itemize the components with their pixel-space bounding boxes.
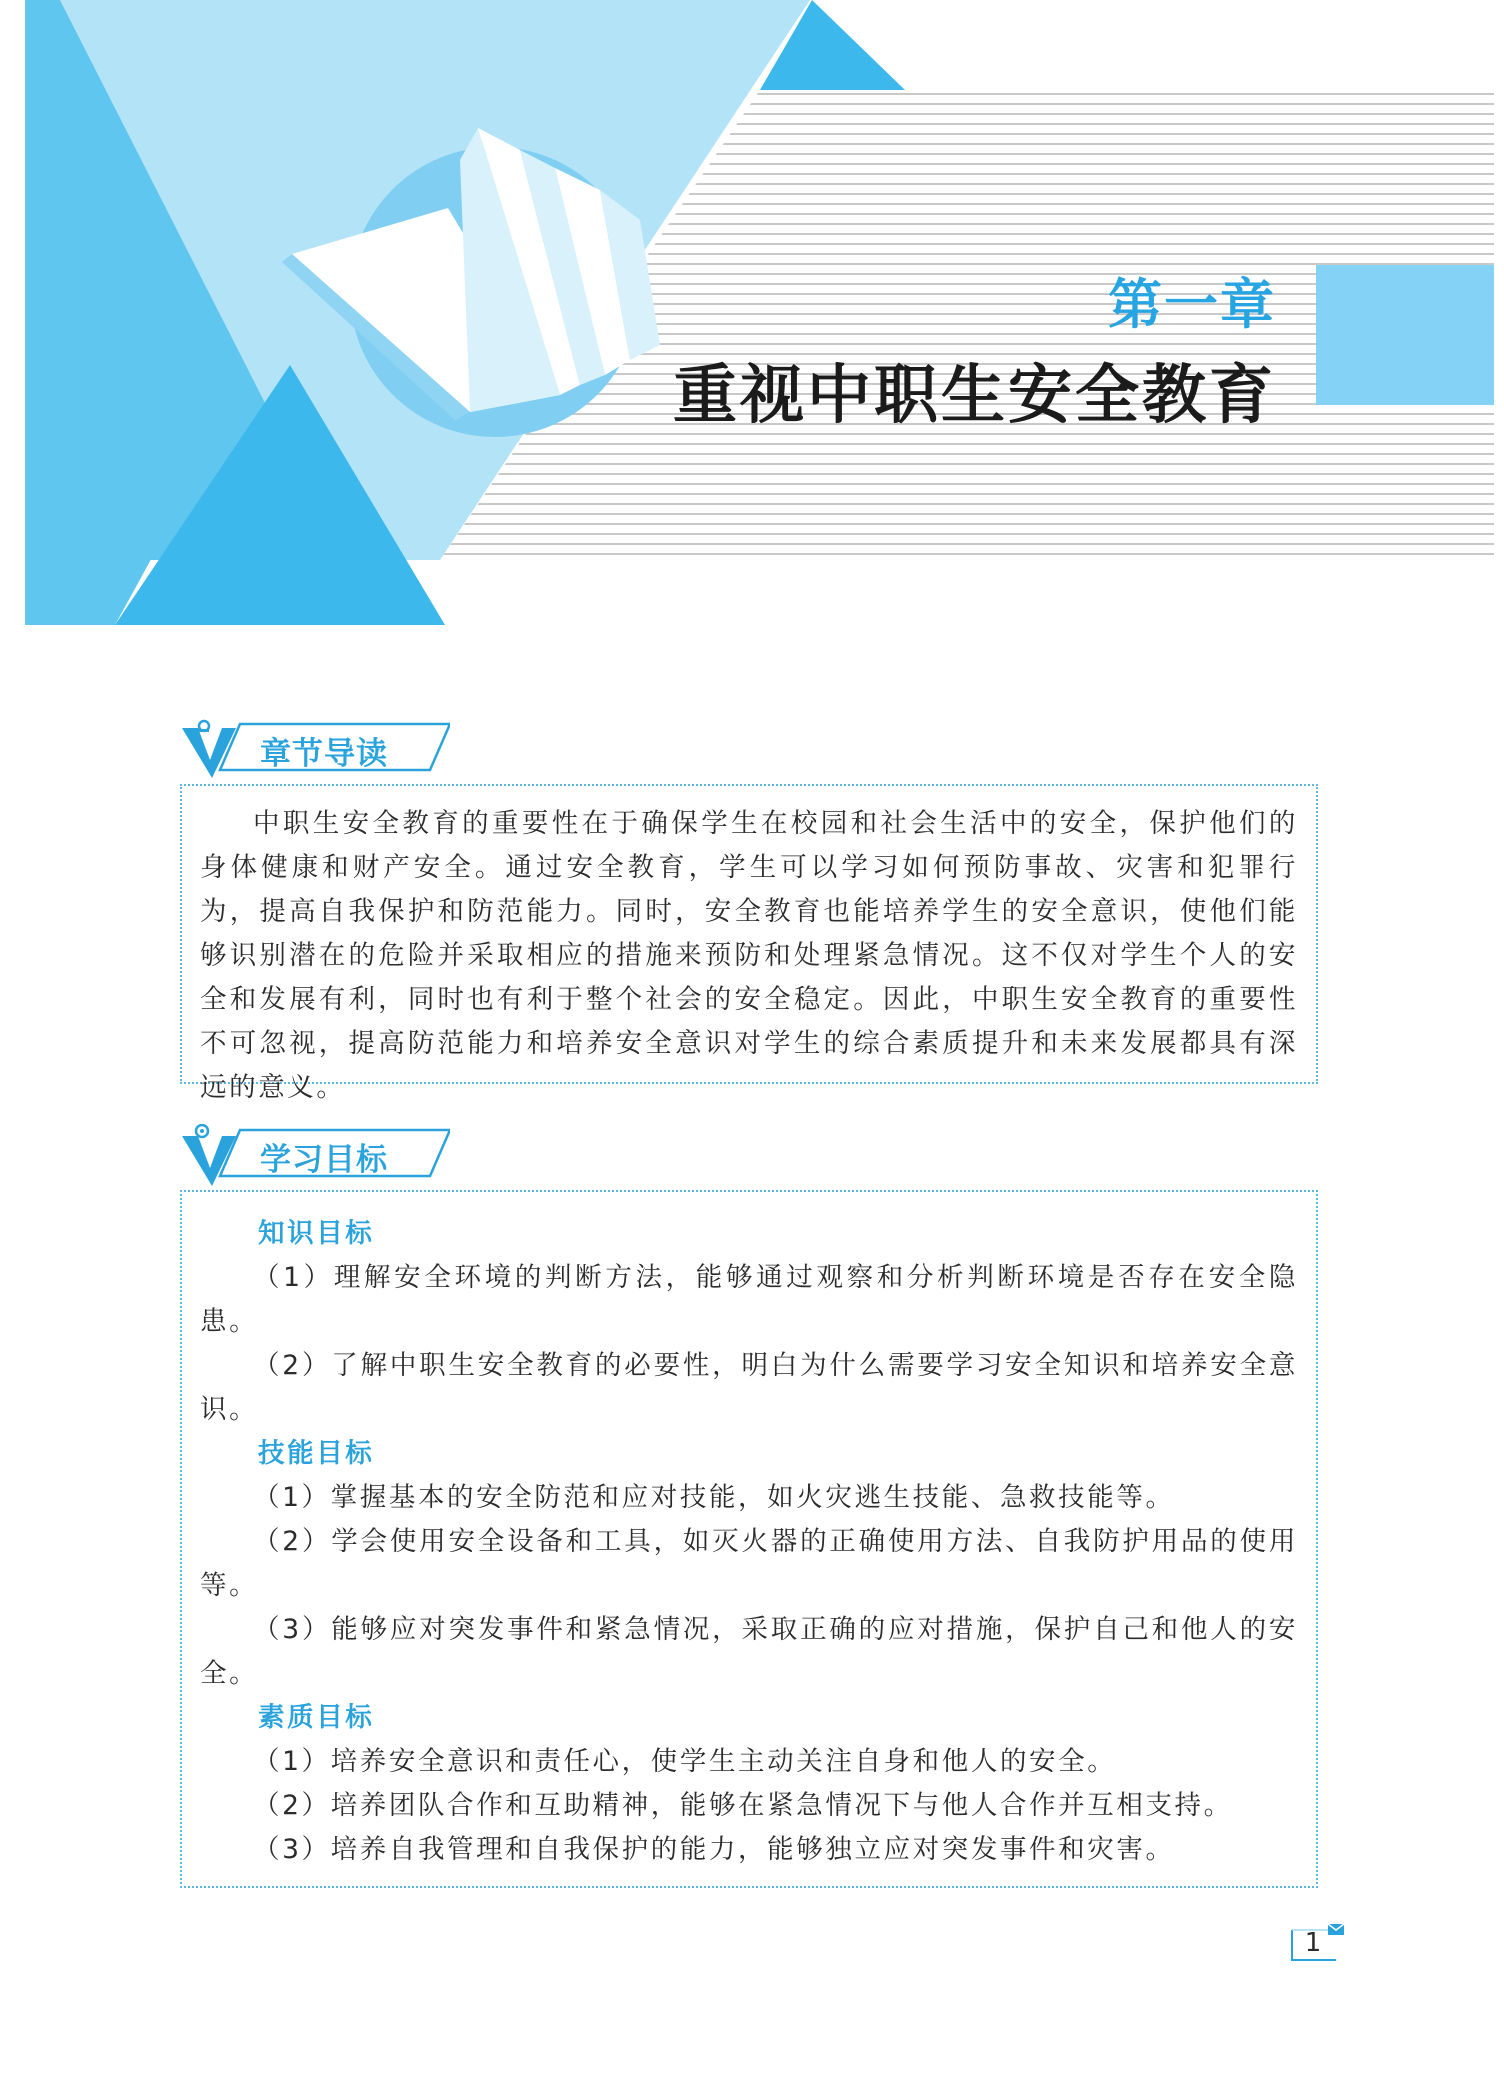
goal-item: （2）了解中职生安全教育的必要性，明白为什么需要学习安全知识和培养安全意识。: [200, 1350, 1298, 1425]
section-header-goals: [180, 1124, 450, 1188]
page-number-badge: [1290, 1924, 1346, 1964]
goal-item: （1）理解安全环境的判断方法，能够通过观察和分析判断环境是否存在安全隐患。: [200, 1262, 1298, 1337]
section-title-intro: 章节导读: [260, 736, 388, 772]
goal-item: （3）培养自我管理和自我保护的能力，能够独立应对突发事件和灾害。: [253, 1834, 1175, 1865]
intro-box: [180, 784, 1318, 1103]
chapter-header-graphic: [0, 0, 1504, 640]
chapter-title: 重视中职生安全教育: [673, 358, 1276, 433]
goal-item: （3）能够应对突发事件和紧急情况，采取正确的应对措施，保护自己和他人的安全。: [200, 1614, 1298, 1689]
chapter-number: 第一章: [1108, 273, 1276, 336]
page-number: 1: [1304, 1928, 1322, 1958]
section-header-intro: [180, 718, 450, 782]
intro-paragraph: 中职生安全教育的重要性在于确保学生在校园和社会生活中的安全，保护他们的身体健康和财产安全。通过安全教育，学生可以学习如何预防事故、灾害和犯罪行为，提高自我保护和防范能力。同时，安全教育也能培养学生的安全意识，使他们能够识别潜在的危险并采取相应的措施来预防和处理紧急情况。这不仅对学生个人的安全和发展有利，同时也有利于整个社会的安全稳定。因此，中职生安全教育的重要性不可忽视，提高防范能力和培养安全意识对学生的综合素质提升和未来发展都具有深远的意义。: [200, 808, 1298, 1103]
goal-item: （2）培养团队合作和互助精神，能够在紧急情况下与他人合作并互相支持。: [253, 1790, 1233, 1821]
goal-heading-knowledge: 知识目标: [258, 1218, 375, 1249]
section-title-goals: 学习目标: [260, 1142, 388, 1178]
goals-box: [180, 1190, 1318, 1888]
goal-item: （1）培养安全意识和责任心，使学生主动关注自身和他人的安全。: [253, 1746, 1117, 1777]
title-accent-bar: [1316, 265, 1494, 405]
goal-item: （2）学会使用安全设备和工具，如灭火器的正确使用方法、自我防护用品的使用等。: [200, 1526, 1298, 1601]
goal-heading-quality: 素质目标: [258, 1702, 375, 1733]
goal-item: （1）掌握基本的安全防范和应对技能，如火灾逃生技能、急救技能等。: [253, 1482, 1175, 1513]
goal-heading-skills: 技能目标: [258, 1438, 375, 1469]
